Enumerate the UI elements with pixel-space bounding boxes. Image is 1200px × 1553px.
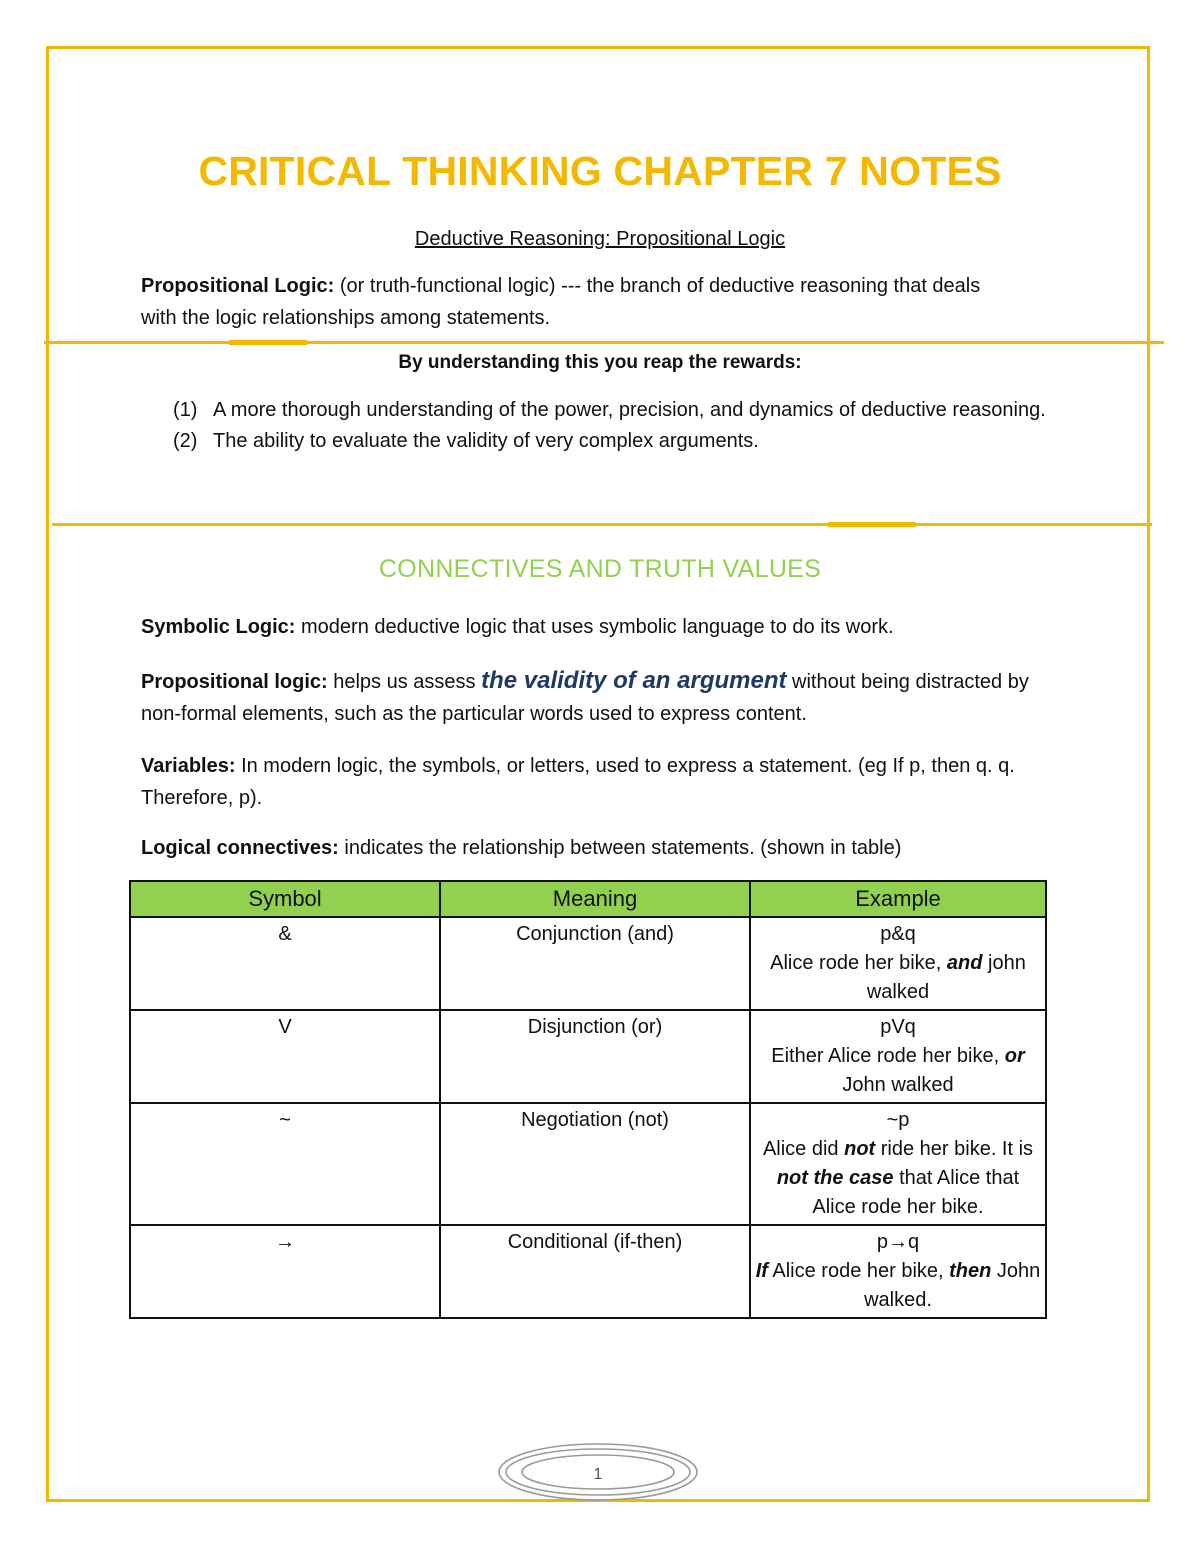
cell-meaning: Conditional (if-then) xyxy=(440,1225,750,1318)
table-body xyxy=(130,917,1046,1318)
definition-symbolic xyxy=(141,611,1061,643)
example-text: Alice rode her bike, xyxy=(770,952,947,974)
cell-symbol: & xyxy=(130,917,440,1010)
example-sentence xyxy=(755,1135,1041,1222)
section-title: CONNECTIVES AND TRUTH VALUES xyxy=(378,555,822,583)
rewards-heading: By understanding this you reap the rewards: xyxy=(398,352,802,373)
example-text: Alice did xyxy=(762,1138,845,1160)
definition-text: without being distracted by non-formal elements, such as the particular words used to express content. xyxy=(141,671,1029,725)
list-item xyxy=(173,395,1053,426)
example-sentence xyxy=(755,949,1041,1007)
header-symbol: Symbol xyxy=(130,881,440,917)
cell-meaning: Disjunction (or) xyxy=(440,1010,750,1103)
example-formula: p→q xyxy=(876,1231,920,1253)
definition-text: helps us assess xyxy=(327,671,482,693)
example-formula: p&q xyxy=(880,923,916,945)
list-item-text: A more thorough understanding of the power, precision, and dynamics of deductive reasoning. xyxy=(213,399,1046,421)
highlight-phrase: the validity of an argument xyxy=(481,667,787,694)
definition-text: In modern logic, the symbols, or letters, used to express a statement. (eg If p, then q. q. Therefore, p). xyxy=(141,755,1015,809)
definition-text: indicates the relationship between statements. (shown in table) xyxy=(338,837,902,859)
cell-example xyxy=(750,1010,1046,1103)
list-item xyxy=(173,426,1053,457)
list-item-number: (2) xyxy=(173,430,198,452)
example-keyword: or xyxy=(1004,1045,1025,1067)
example-text: Either Alice rode her bike, xyxy=(771,1045,1005,1067)
intro-paragraph xyxy=(141,270,1061,334)
example-keyword: not the case xyxy=(776,1167,894,1189)
header-example: Example xyxy=(750,881,1046,917)
rewards-list xyxy=(173,395,1053,457)
definition-propositional xyxy=(141,665,1061,730)
example-text: John walked. xyxy=(864,1260,1041,1311)
cell-symbol: V xyxy=(130,1010,440,1103)
example-text: John walked xyxy=(842,1074,954,1096)
list-item-text: The ability to evaluate the validity of very complex arguments. xyxy=(213,430,759,452)
cell-symbol: ~ xyxy=(130,1103,440,1225)
subtitle: Deductive Reasoning: Propositional Logic xyxy=(414,228,786,250)
cell-example xyxy=(750,1225,1046,1318)
definition-text: modern deductive logic that uses symbolic language to do its work. xyxy=(295,616,894,638)
table-header-row xyxy=(130,881,1046,917)
table-row xyxy=(130,917,1046,1010)
example-keyword: not xyxy=(844,1138,876,1160)
example-keyword: then xyxy=(949,1260,992,1282)
intro-line2: with the logic relationships among statements. xyxy=(141,307,551,329)
example-formula: ~p xyxy=(886,1109,910,1131)
example-keyword: and xyxy=(946,952,983,974)
list-item-number: (1) xyxy=(173,399,198,421)
example-text: john walked xyxy=(866,952,1026,1003)
page-number-badge xyxy=(498,1442,698,1502)
example-text: that Alice that Alice rode her bike. xyxy=(812,1167,1020,1218)
definition-connectives xyxy=(141,832,1061,864)
cell-meaning: Negotiation (not) xyxy=(440,1103,750,1225)
page-number: 1 xyxy=(593,1466,603,1483)
intro-term: Propositional Logic: xyxy=(141,275,335,297)
example-sentence xyxy=(755,1257,1041,1315)
definition-term: Symbolic Logic: xyxy=(141,616,296,638)
definition-variables xyxy=(141,750,1061,814)
intro-line1: (or truth-functional logic) --- the branch of deductive reasoning that deals xyxy=(334,275,981,297)
example-sentence xyxy=(755,1042,1041,1100)
cell-example xyxy=(750,917,1046,1010)
example-text: Alice rode her bike, xyxy=(767,1260,950,1282)
page-title: CRITICAL THINKING CHAPTER 7 NOTES xyxy=(198,148,1002,194)
definition-term: Logical connectives: xyxy=(141,837,339,859)
divider-top xyxy=(44,341,1164,344)
table-row xyxy=(130,1010,1046,1103)
cell-meaning: Conjunction (and) xyxy=(440,917,750,1010)
header-meaning: Meaning xyxy=(440,881,750,917)
cell-example xyxy=(750,1103,1046,1225)
example-text: ride her bike. It is xyxy=(875,1138,1034,1160)
divider-middle xyxy=(52,523,1152,526)
example-keyword: If xyxy=(755,1260,768,1282)
example-formula: pVq xyxy=(880,1016,916,1038)
table-row xyxy=(130,1225,1046,1318)
connectives-table xyxy=(129,880,1047,1319)
table-row xyxy=(130,1103,1046,1225)
cell-symbol: → xyxy=(130,1225,440,1318)
definition-term: Variables: xyxy=(141,755,236,777)
definition-term: Propositional logic: xyxy=(141,671,328,693)
